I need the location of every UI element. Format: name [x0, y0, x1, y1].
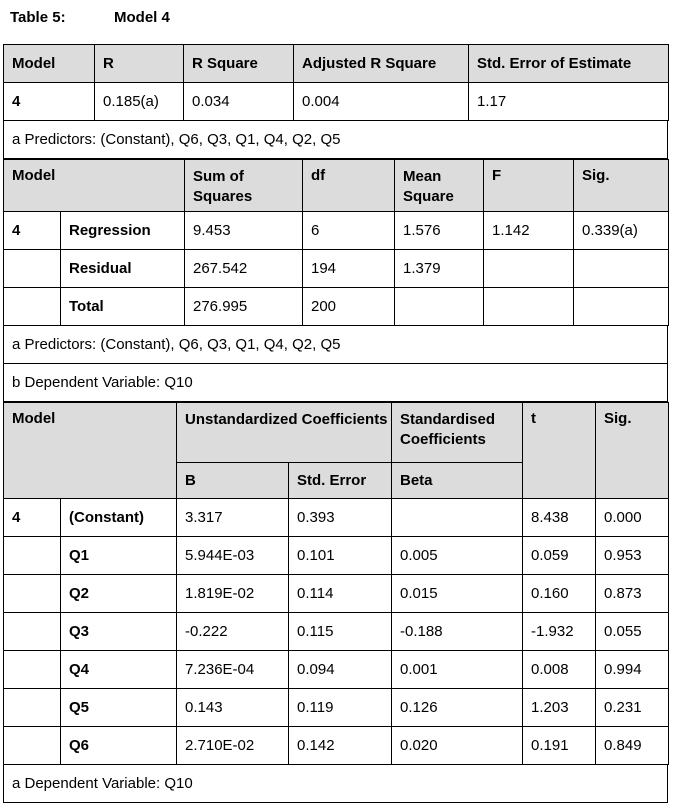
row-label: Q5	[61, 689, 177, 727]
table-cell: 1.379	[395, 250, 484, 288]
table-note: b Dependent Variable: Q10	[3, 364, 668, 402]
column-header: Model	[4, 403, 177, 499]
table-caption	[10, 9, 170, 26]
row-label: Q3	[61, 613, 177, 651]
table-cell: 0.143	[177, 689, 289, 727]
table-cell: 267.542	[185, 250, 303, 288]
table-cell: 0.339(a)	[574, 212, 669, 250]
row-label: Q4	[61, 651, 177, 689]
table-cell: 0.115	[289, 613, 392, 651]
table-note: a Dependent Variable: Q10	[3, 765, 668, 803]
table-cell: 0.142	[289, 727, 392, 765]
table-row	[4, 212, 669, 250]
table-cell	[4, 537, 61, 575]
table-row	[4, 651, 669, 689]
table-cell: 0.873	[596, 575, 669, 613]
table-cell	[4, 575, 61, 613]
table-cell: 0.001	[392, 651, 523, 689]
table-cell	[4, 250, 61, 288]
table-cell	[4, 689, 61, 727]
column-header: Model	[4, 160, 185, 212]
table-cell	[484, 250, 574, 288]
table-cell: 2.710E-02	[177, 727, 289, 765]
table-row	[4, 83, 669, 121]
table-cell	[4, 651, 61, 689]
table-cell: 1.203	[523, 689, 596, 727]
table-cell: 3.317	[177, 499, 289, 537]
model-number: 4	[4, 499, 61, 537]
column-header: R Square	[184, 45, 294, 83]
model-number: 4	[4, 212, 61, 250]
column-header: B	[177, 463, 289, 499]
table-cell: -0.222	[177, 613, 289, 651]
table-cell: 6	[303, 212, 395, 250]
table-row	[4, 575, 669, 613]
table-cell: 1.17	[469, 83, 669, 121]
table-cell: 0.231	[596, 689, 669, 727]
table-cell: 8.438	[523, 499, 596, 537]
table-row	[4, 689, 669, 727]
coefficients-table	[3, 402, 669, 765]
table-cell: 0.101	[289, 537, 392, 575]
table-cell: 0.034	[184, 83, 294, 121]
row-label: Q2	[61, 575, 177, 613]
table-cell	[574, 288, 669, 326]
table-cell: 194	[303, 250, 395, 288]
row-label: Regression	[61, 212, 185, 250]
table-cell: 0.055	[596, 613, 669, 651]
table-cell: 0.020	[392, 727, 523, 765]
column-header: Std. Error of Estimate	[469, 45, 669, 83]
column-header: Unstandardized Coefficients	[177, 403, 392, 463]
table-cell: -0.188	[392, 613, 523, 651]
table-row	[4, 499, 669, 537]
table-cell: 0.160	[523, 575, 596, 613]
table-cell: 0.008	[523, 651, 596, 689]
table-row	[4, 727, 669, 765]
table-title: Model 4	[114, 9, 170, 26]
table-cell: 0.185(a)	[95, 83, 184, 121]
column-header: F	[484, 160, 574, 212]
coefficients-header-row	[4, 403, 669, 463]
table-cell: 0.000	[596, 499, 669, 537]
table-row	[4, 288, 669, 326]
table-number: Table 5:	[10, 9, 66, 26]
table-cell: 0.005	[392, 537, 523, 575]
table-row	[4, 250, 669, 288]
column-header: Standardised Coefficients	[392, 403, 523, 463]
table-cell: 0.094	[289, 651, 392, 689]
row-label: Q1	[61, 537, 177, 575]
table-cell: 4	[4, 83, 95, 121]
column-header: Std. Error	[289, 463, 392, 499]
column-header: Sig.	[574, 160, 669, 212]
table-cell: 1.819E-02	[177, 575, 289, 613]
table-cell: 0.849	[596, 727, 669, 765]
column-header: Adjusted R Square	[294, 45, 469, 83]
table-row	[4, 537, 669, 575]
table-cell	[395, 288, 484, 326]
column-header: Sum of Squares	[185, 160, 303, 212]
column-header: Mean Square	[395, 160, 484, 212]
row-label: (Constant)	[61, 499, 177, 537]
table-cell: 0.059	[523, 537, 596, 575]
table-cell	[484, 288, 574, 326]
table-cell: 0.119	[289, 689, 392, 727]
table-cell: 9.453	[185, 212, 303, 250]
table-row	[4, 613, 669, 651]
table-cell: 0.015	[392, 575, 523, 613]
table-cell: 5.944E-03	[177, 537, 289, 575]
model-summary-table	[3, 44, 669, 121]
column-header: Sig.	[596, 403, 669, 499]
column-header: R	[95, 45, 184, 83]
row-label: Total	[61, 288, 185, 326]
anova-table	[3, 159, 669, 326]
table-cell: 0.004	[294, 83, 469, 121]
table-cell: 0.126	[392, 689, 523, 727]
table-cell: 200	[303, 288, 395, 326]
table-note: a Predictors: (Constant), Q6, Q3, Q1, Q4, Q2, Q5	[3, 121, 668, 159]
table-cell: 276.995	[185, 288, 303, 326]
row-label: Residual	[61, 250, 185, 288]
column-header: Beta	[392, 463, 523, 499]
table-cell	[4, 288, 61, 326]
table-cell	[4, 613, 61, 651]
table-cell: -1.932	[523, 613, 596, 651]
table-cell: 1.142	[484, 212, 574, 250]
table-cell: 0.994	[596, 651, 669, 689]
table-cell	[392, 499, 523, 537]
column-header: Model	[4, 45, 95, 83]
table-cell: 0.953	[596, 537, 669, 575]
table-cell: 0.114	[289, 575, 392, 613]
table-cell	[574, 250, 669, 288]
table-cell	[4, 727, 61, 765]
table-cell: 7.236E-04	[177, 651, 289, 689]
anova-header-row	[4, 160, 669, 212]
summary-header-row	[4, 45, 669, 83]
table-cell: 0.191	[523, 727, 596, 765]
table-note: a Predictors: (Constant), Q6, Q3, Q1, Q4, Q2, Q5	[3, 326, 668, 364]
row-label: Q6	[61, 727, 177, 765]
table-cell: 1.576	[395, 212, 484, 250]
regression-tables	[3, 44, 668, 803]
column-header: df	[303, 160, 395, 212]
column-header: t	[523, 403, 596, 499]
table-cell: 0.393	[289, 499, 392, 537]
